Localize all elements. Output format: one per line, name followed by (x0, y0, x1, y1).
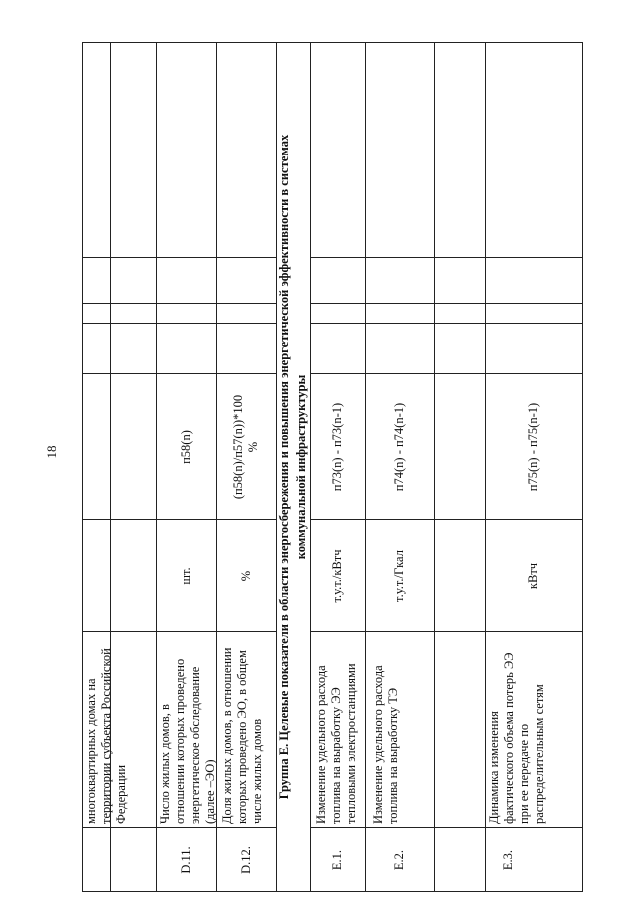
row-name-line: (далее –ЭО) (203, 759, 217, 824)
row-name-line: тепловыми электростанциями (344, 663, 358, 824)
row-unit: кВтч (526, 562, 540, 590)
row-formula: п74(n) - п74(n-1) (392, 402, 406, 492)
row-code: E.1. (330, 849, 344, 871)
col-line (310, 257, 582, 258)
row-code: D.11. (178, 846, 193, 874)
row-code: E.2. (392, 849, 406, 871)
col-line (310, 323, 582, 324)
row-name-line: фактического объема потерь ЭЭ (502, 652, 516, 824)
group-title-line: Группа E. Целевые показатели в области энергосбережения и повышения энергетической эффективности в системах (277, 134, 291, 800)
table-border-right (82, 42, 582, 43)
row-formula (216, 374, 276, 520)
row-name-line: при ее передаче по (517, 723, 531, 824)
col-line (82, 303, 276, 304)
row-formula: п73(n) - п73(n-1) (330, 402, 344, 492)
row-unit: т.у.т./Гкал (392, 550, 406, 602)
row-name-line: Число жилых домов, в (158, 704, 172, 824)
row-formula-line: (п58(n)/п57(n))*100 (231, 394, 245, 500)
table-row (220, 634, 276, 824)
row-name-line: распределительным сетям (532, 684, 546, 824)
row-name-line: которых проведено ЭО, в общем (235, 650, 249, 824)
row-name-line: Изменение удельного расхода (371, 665, 385, 824)
row-name-line: отношении которых проведено (173, 658, 187, 824)
row-code: D.12. (238, 846, 253, 874)
group-heading (276, 42, 310, 892)
page-number: 18 (44, 445, 59, 459)
col-line (82, 323, 276, 324)
row-name-line: топлива на выработку ТЭ (386, 687, 400, 824)
row-code: E.3. (500, 849, 515, 871)
row-name-line: энергетическое обследование (188, 666, 202, 824)
row-unit: т.у.т./кВтч (330, 549, 344, 603)
table-row (82, 634, 156, 824)
row-formula: п75(n) - п75(n-1) (526, 402, 540, 492)
row-formula-line: % (246, 441, 260, 453)
col-line (82, 257, 276, 258)
row-name-line: Федерации (114, 764, 128, 824)
row-name-line: Динамика изменения (487, 711, 501, 824)
row-unit: шт. (178, 567, 193, 585)
row-name-line: топлива на выработку ЭЭ (329, 687, 343, 824)
row-name-line: Изменение удельного расхода (314, 665, 328, 824)
row-name-line: числе жилых домов (250, 718, 264, 824)
rotated-table (82, 42, 582, 892)
row-name-line: Доля жилых домов, в отношении (220, 647, 234, 824)
table-row (487, 634, 551, 824)
table-row (158, 634, 216, 824)
row-line (434, 42, 435, 892)
row-formula: п58(n) (178, 430, 193, 464)
row-name-line: территории субъекта Российской (99, 648, 113, 824)
row-name-line: многоквартирных домах на (84, 678, 98, 824)
col-line (310, 303, 582, 304)
table-border-bottom (582, 42, 583, 892)
table-row (371, 634, 431, 824)
row-unit: % (238, 570, 253, 582)
table-row (314, 634, 365, 824)
group-title-line: коммунальной инфраструктуры (294, 374, 308, 560)
